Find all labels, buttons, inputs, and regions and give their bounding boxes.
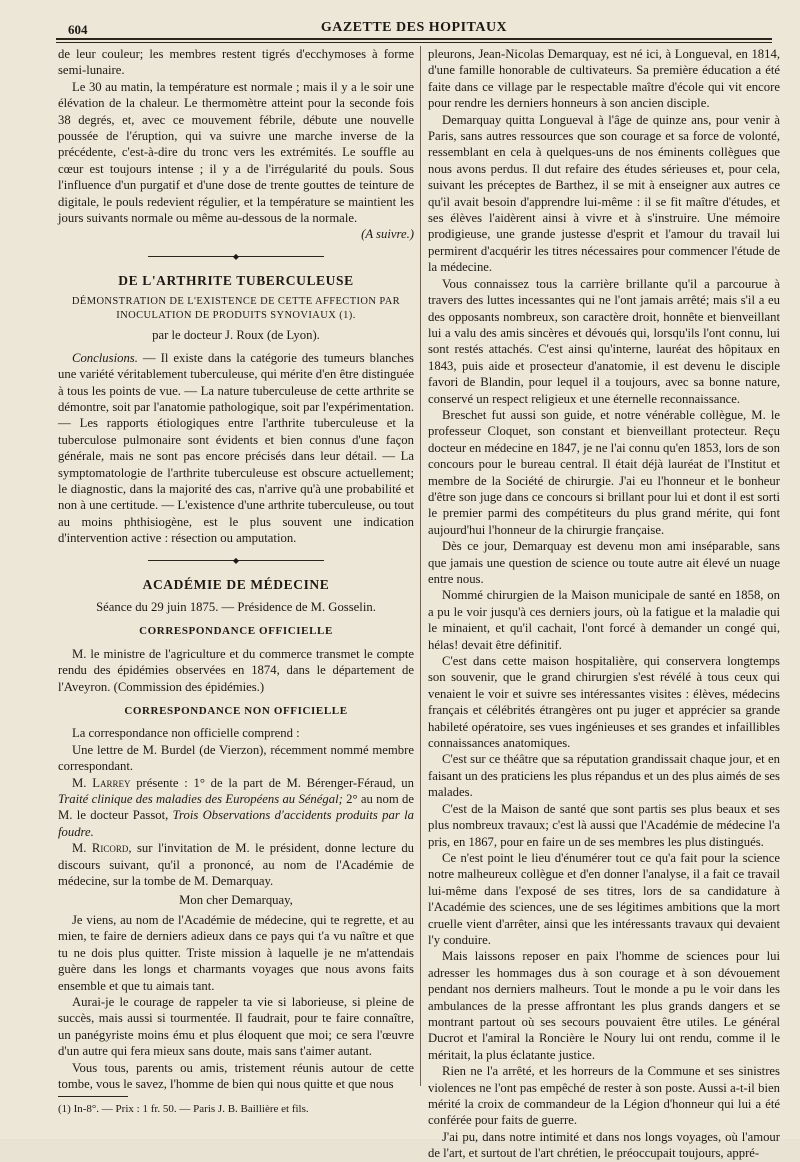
paragraph: Nommé chirurgien de la Maison municipale de santé en 1858, on a pu le voir jusqu'à ces derniers jours, où la fatigue et la maladie qui le minaient, et qu'il cachait, l'ont forcé à demander un congé qui, hélas! devait être définitif.	[428, 588, 780, 652]
paragraph: C'est sur ce théâtre que sa réputation grandissait chaque jour, et en faisant un des praticiens les plus répandus et un des plus aimés de ses malades.	[428, 752, 780, 800]
paragraph: Je viens, au nom de l'Académie de médecine, qui te regrette, et au mien, te faire de derniers adieux dans ce pays qui t'a vu naître et que tu ne dois plus quitter. Triste mission à laquelle je ne m'attendais guère dans les longs et charmants voyages que nous avons faits ensemble et que tu aimais tant.	[58, 912, 414, 993]
work-title: Trois Observations d'accidents produits par la foudre.	[58, 808, 414, 839]
left-column	[58, 46, 414, 1118]
paragraph: Demarquay quitta Longueval à l'âge de quinze ans, pour venir à Paris, sans autres ressources que son courage et sa force de volonté, ressemblant en cela à quelques-uns de nos éminents collègues que nous avons perdus. Il dut refaire des études sérieuses et, pour cela, suivant les préceptes de Barthez, il se mit à enseigner aux autres ce qu'il avait besoin d'apprendre lui-même : il se fit maître d'études, et ses élèves l'aidèrent ainsi à vivre et à s'instruire. Une mémoire prodigieuse, une grande justesse d'esprit et l'amour du travail lui permirent d'acquérir les titres nécessaires pour commencer l'étude de la médecine.	[428, 112, 780, 275]
session-line: Séance du 29 juin 1875. — Présidence de M. Gosselin.	[96, 599, 376, 614]
paragraph: C'est de la Maison de santé que sont partis ses plus beaux et ses plus nombreux travaux; c'est là aussi que l'Académie de médecine l'a pris, en 1867, pour en faire un de ses membres les plus distingués.	[428, 801, 780, 849]
article-title: DE L'ARTHRITE TUBERCULEUSE	[118, 272, 354, 288]
right-column	[428, 46, 780, 1162]
paragraph: M. le ministre de l'agriculture et du commerce transmet le compte rendu des épidémies observées en 1874, dans le département de l'Aveyron. (Commission des épidémies.)	[58, 646, 414, 694]
ornamental-rule	[58, 553, 414, 567]
footnote-rule	[58, 1096, 128, 1097]
paragraph: Mais laissons reposer en paix l'homme de sciences pour lui adresser les hommages dus à son courage et à son dévouement pendant nos derniers malheurs. Tout le monde a pu le voir dans les ambulances de la presse affrontant les plus grands dangers et se montrant partout où ses secours pouvaient être utiles. Le général Ducrot et l'amiral la Roncière le Noury lui ont rendu, comme il le méritait, la plus éclatante justice.	[428, 949, 780, 1062]
subsection-title: CORRESPONDANCE OFFICIELLE	[139, 625, 333, 638]
paragraph: Vous tous, parents ou amis, tristement réunis autour de cette tombe, vous le savez, l'homme de bien qui nous quitte et que nous	[58, 1060, 414, 1091]
ricord-paragraph	[58, 840, 414, 889]
paragraph: Ce n'est point le lieu d'énumérer tout ce qu'a fait pour la science notre malheureux collègue et d'en donner l'analyse, il a fait ce travail lui-même dans l'exposé de ses titres, lors de sa candidature à l'Académie des sciences, une de ses légitimes ambitions que la mort cruelle vient d'arrêter, ainsi que les intéressants travaux qui devaient l'y conduire.	[428, 850, 780, 947]
header-rule-thin	[56, 42, 772, 43]
paragraph: Rien ne l'a arrêté, et les horreurs de la Commune et ses sinistres violences ne l'ont pas empêché de rester à son poste. Aussi a-t-il bien mérité la croix de commandeur de la Légion d'honneur qui lui a été conférée pour faits de guerre.	[428, 1064, 780, 1128]
paragraph: J'ai pu, dans notre intimité et dans nos longs voyages, où l'amour de l'art, et surtout de l'art chrétien, le préoccupait toujours, appré-	[428, 1129, 780, 1161]
header-rule	[56, 38, 772, 40]
paragraph: C'est dans cette maison hospitalière, qui conservera longtemps son souvenir, que le grand chirurgien s'est révélé à tous ceux qui venaient le voir et suivre ses intéressantes visites : élèves, médecins français et célébrités étrangères ont pu juger et apprécier sa grande habileté opératoire, ses vues ingénieuses et ses grandes et infaillibles connaissances anatomiques.	[428, 654, 780, 751]
paragraph: Dès ce jour, Demarquay est devenu mon ami inséparable, sans que jamais une question de science ou toute autre ait élevé un nuage entre nous.	[428, 539, 780, 586]
conclusions-paragraph	[58, 350, 414, 547]
section-title: ACADÉMIE DE MÉDECINE	[142, 576, 330, 592]
article-subtitle: DÉMONSTRATION DE L'EXISTENCE DE CETTE AFFECTION PAR INOCULATION DE PRODUITS SYNOVIAUX (1).	[71, 296, 401, 322]
paragraph: La correspondance non officielle comprend :	[72, 726, 300, 741]
text-run: 2° au nom de M. le docteur Passot,	[58, 792, 414, 823]
larrey-paragraph	[58, 775, 414, 841]
paragraph: pleurons, Jean-Nicolas Demarquay, est né ici, à Longueval, en 1814, d'une famille honorable de cultivateurs. Sa première éducation a été faite dans ce village par le respectable maître d'école qui vit encore pour rendre les derniers honneurs à son ancien disciple.	[428, 47, 780, 111]
paragraph: Une lettre de M. Burdel (de Vierzon), récemment nommé membre correspondant.	[58, 742, 414, 774]
running-title: GAZETTE DES HOPITAUX	[320, 20, 508, 35]
column-divider	[420, 46, 421, 1086]
text-run: , sur l'invitation de M. le président, donne lecture du discours suivant, qu'il a prononcé, au nom de l'Académie de médecine, sur la tombe de M. Demarquay.	[58, 841, 415, 889]
conclusions-text: — Il existe dans la catégorie des tumeurs blanches une variété véritablement tuberculeuse, qui mérite d'en être distinguée à tous les points de vue. — La nature tuberculeuse de cette arthrite se démontre, soit par l'anatomie pathologique, soit par l'expérimentation. — Les rapports étiologiques entre l'arthrite tuberculeuse et la tuberculose pulmonaire sont évidents et bien connus d'une façon générale, mais ne sont pas encore précisés dans leur détail. — La symptomatologie de l'arthrite tuberculeuse est obscure actuellement; le diagnostic, dans la majorité des cas, n'arrive qu'à une probabilité et non à une certitude. — L'existence d'une arthrite tuberculeuse, ou tout au moins phthisiogène, est le plus souvent une indication d'intervention active : résection ou amputation.	[58, 350, 414, 546]
paragraph: Breschet fut aussi son guide, et notre vénérable collègue, M. le professeur Cloquet, son constant et bienveillant protecteur. Reçu docteur en médecine en 1847, je ne l'ai connu qu'en 1853, lors de son concours pour le bureau central. Il était déjà lauréat de l'Institut et membre de la Société de chirurgie. J'ai eu l'honneur et le bonheur d'être son juge dans ce concours si brillant pour lui et dont il est sorti le premier parmi des compétiteurs du plus grand mérite, qui font aujourd'hui l'honneur de la chirurgie française.	[428, 407, 780, 537]
ornamental-rule	[58, 249, 414, 263]
salutation: Mon cher Demarquay,	[179, 893, 293, 908]
page-number: 604	[68, 22, 88, 37]
paragraph: de leur couleur; les membres restent tigrés d'ecchymoses à forme semi-lunaire.	[58, 47, 414, 78]
subsection-title: CORRESPONDANCE NON OFFICIELLE	[124, 705, 348, 717]
to-be-continued: (A suivre.)	[361, 227, 414, 242]
speaker-name: M. Larrey	[72, 775, 131, 790]
paragraph: Vous connaissez tous la carrière brillante qu'il a parcourue à travers des luttes incessantes qui ne l'ont jamais arrêté; mais s'il a eu des opposants nombreux, son caractère droit, honnête et bienveillant lui a valu des amis sincères et dévoués qui, lorsqu'ils l'ont connu, lui sont restés attachés. C'est ainsi qu'interne, lauréat des hôpitaux en 1843, puis aide et prosecteur d'anatomie, il est devenu le disciple favori de Blandin, pour lequel il a toujours, avec sa bonne nature, conservé un respect religieux et une éternelle reconnaissance.	[428, 276, 780, 406]
paragraph: Le 30 au matin, la température est normale ; mais il y a le soir une élévation de la chaleur. Le thermomètre atteint pour la seconde fois 38 degrés, et, avec ce mouvement fébrile, débute une nouvelle poussée de l'éruption, qui va suivre une marche inverse de la précédente, c'est-à-dire du tronc vers les extrémités. Le souffle au cœur est toujours intense ; il y a de l'irrégularité du pouls. Sous l'influence d'un purgatif et d'une dose de trente gouttes de teinture de digitale, le pouls redevient régulier, et la température se maintient les jours suivants normale ou même au-dessous de la normale.	[58, 79, 414, 226]
article-author: par le docteur J. Roux (de Lyon).	[152, 328, 320, 343]
footnote: (1) In-8°. — Prix : 1 fr. 50. — Paris J. B. Baillière et fils.	[58, 1103, 309, 1116]
speaker-name: M. Ricord	[72, 841, 129, 856]
paragraph: Aurai-je le courage de rappeler ta vie si laborieuse, si pleine de succès, mais aussi si tourmentée. Il faudrait, pour te faire connaître, un panégyriste moins ému et plus éloquent que moi; ce sera l'œuvre d'un autre qui fera mieux sans doute, mais sans t'aimer autant.	[58, 994, 414, 1059]
work-title: Traité clinique des maladies des Européens au Sénégal;	[58, 792, 343, 807]
text-run: présente : 1° de la part de M. Bérenger-Féraud, un	[130, 775, 414, 790]
conclusions-label: Conclusions.	[72, 350, 138, 365]
